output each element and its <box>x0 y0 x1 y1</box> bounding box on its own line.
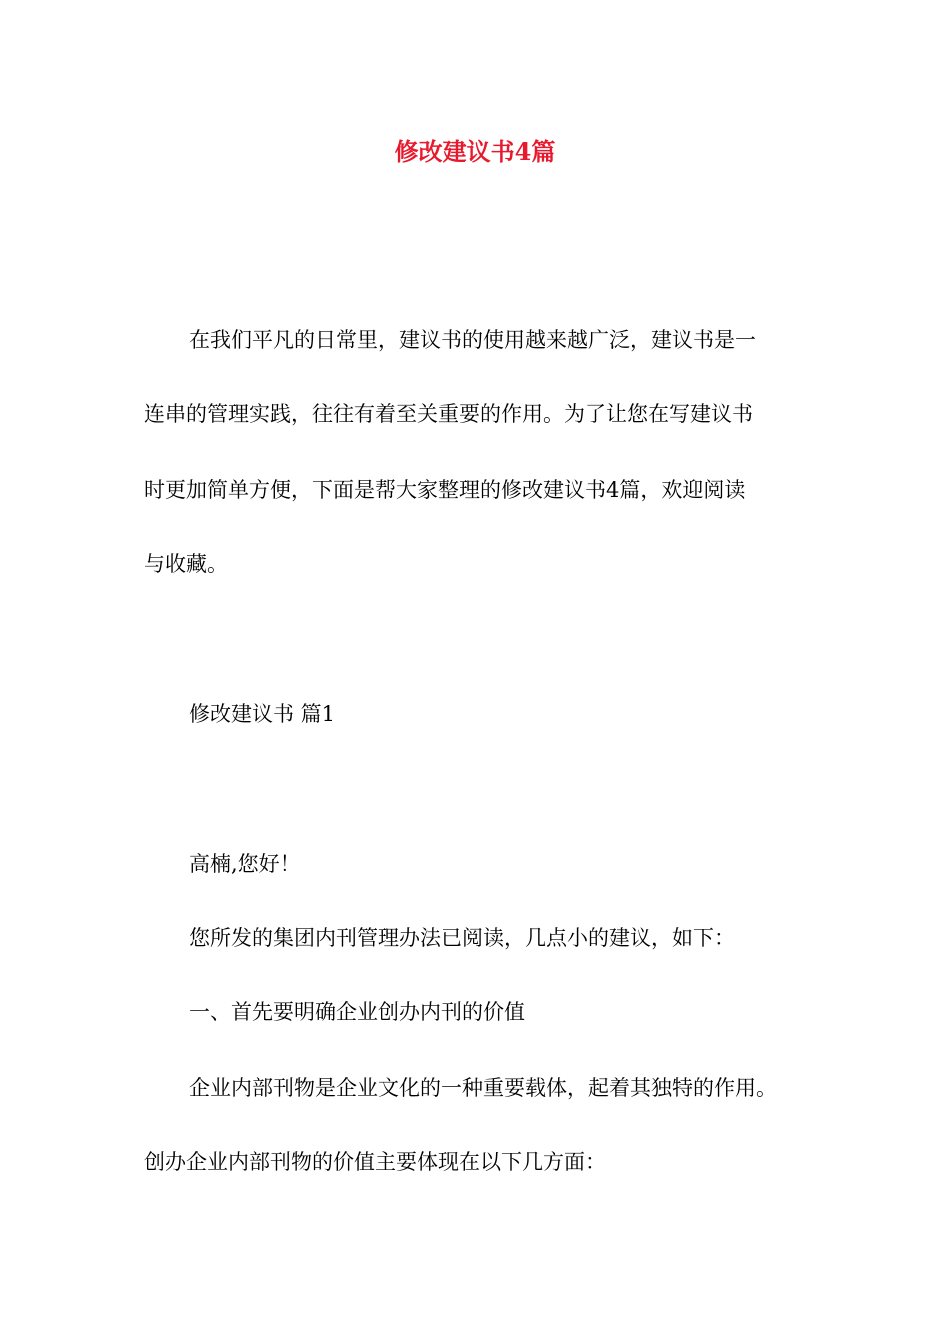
greeting: 高楠,您好！ <box>189 852 301 876</box>
section-heading: 修改建议书 篇1 <box>189 702 336 726</box>
body-line-1: 您所发的集团内刊管理办法已阅读，几点小的建议，如下： <box>189 926 735 950</box>
paragraph-line-1: 企业内部刊物是企业文化的一种重要载体，起着其独特的作用。 <box>189 1076 777 1100</box>
point-heading-1: 一、首先要明确企业创办内刊的价值 <box>189 1000 525 1024</box>
intro-line-2: 连串的管理实践，往往有着至关重要的作用。为了让您在写建议书 <box>144 402 753 426</box>
document-title: 修改建议书4篇 <box>394 137 556 166</box>
intro-line-4: 与收藏。 <box>144 552 228 576</box>
intro-line-3: 时更加简单方便，下面是帮大家整理的修改建议书4篇，欢迎阅读 <box>144 478 746 502</box>
paragraph-line-2: 创办企业内部刊物的价值主要体现在以下几方面： <box>144 1150 606 1174</box>
intro-line-1: 在我们平凡的日常里，建议书的使用越来越广泛，建议书是一 <box>189 328 756 352</box>
